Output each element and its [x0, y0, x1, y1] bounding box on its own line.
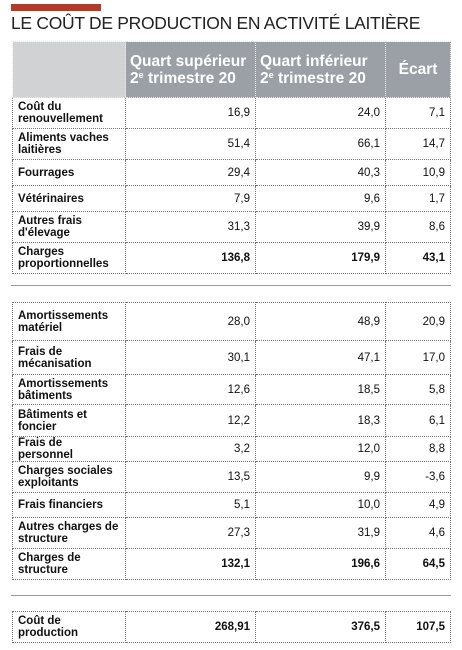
- cell-ecart: 1,7: [386, 186, 451, 212]
- header-quart-superieur: [126, 42, 256, 98]
- cell-quart-inferieur: 9,9: [256, 462, 386, 493]
- cell-quart-superieur: 268,91: [126, 612, 256, 643]
- header-col3-line2-num: 2: [260, 69, 269, 87]
- cell-ecart: 20,9: [386, 303, 451, 341]
- cell-ecart: 4,6: [386, 518, 451, 549]
- cell-ecart: 4,9: [386, 493, 451, 518]
- row-label: Charges sociales exploitants: [13, 462, 126, 493]
- header-col2-line1: Quart supérieur: [130, 52, 247, 70]
- section-divider: [11, 285, 451, 286]
- cell-quart-inferieur: 12,0: [256, 437, 386, 462]
- cell-quart-superieur: 51,4: [126, 129, 256, 160]
- cell-quart-superieur: 27,3: [126, 518, 256, 549]
- cell-ecart: 10,9: [386, 160, 451, 186]
- row-label: Amortissements bâtiments: [13, 375, 126, 405]
- cell-quart-inferieur: 179,9: [256, 243, 386, 274]
- row-label: Bâtiments et foncier: [13, 405, 126, 437]
- row-label: Fourrages: [13, 160, 126, 186]
- table-row: [13, 405, 451, 437]
- table-row: [13, 341, 451, 375]
- cell-quart-inferieur: 40,3: [256, 160, 386, 186]
- cell-ecart: -3,6: [386, 462, 451, 493]
- cell-quart-superieur: 12,6: [126, 375, 256, 405]
- header-col2-line2-rest: trimestre 20: [143, 69, 236, 87]
- section-divider: [11, 595, 451, 596]
- table-charges-structure: [12, 302, 451, 580]
- table-row: [13, 212, 451, 243]
- table-row: [13, 160, 451, 186]
- cell-ecart: 5,8: [386, 375, 451, 405]
- row-label: Charges de structure: [13, 549, 126, 580]
- cell-quart-superieur: 3,2: [126, 437, 256, 462]
- cell-quart-inferieur: 66,1: [256, 129, 386, 160]
- cell-quart-superieur: 16,9: [126, 98, 256, 129]
- table-row: [13, 375, 451, 405]
- cell-quart-inferieur: 39,9: [256, 212, 386, 243]
- table-charges-proportionnelles: [12, 41, 451, 274]
- table-row: [13, 462, 451, 493]
- cell-quart-superieur: 31,3: [126, 212, 256, 243]
- table-cout-production: [12, 611, 451, 643]
- table-row: [13, 437, 451, 462]
- cell-ecart: 43,1: [386, 243, 451, 274]
- cell-quart-superieur: 7,9: [126, 186, 256, 212]
- table-row: [13, 303, 451, 341]
- cell-quart-inferieur: 24,0: [256, 98, 386, 129]
- cell-quart-inferieur: 18,5: [256, 375, 386, 405]
- cell-ecart: 14,7: [386, 129, 451, 160]
- cell-quart-superieur: 5,1: [126, 493, 256, 518]
- row-label: Frais de mécanisation: [13, 341, 126, 375]
- row-label: Frais financiers: [13, 493, 126, 518]
- cell-quart-superieur: 132,1: [126, 549, 256, 580]
- table-row-total: [13, 549, 451, 580]
- cell-quart-inferieur: 48,9: [256, 303, 386, 341]
- row-label: Amortissements matériel: [13, 303, 126, 341]
- table-row: [13, 493, 451, 518]
- cell-quart-inferieur: 18,3: [256, 405, 386, 437]
- cell-quart-inferieur: 31,9: [256, 518, 386, 549]
- cell-ecart: 8,6: [386, 212, 451, 243]
- row-label: Frais de personnel: [13, 437, 126, 462]
- cell-quart-superieur: 28,0: [126, 303, 256, 341]
- table-header-row: [13, 42, 451, 98]
- row-label: Aliments vaches laitières: [13, 129, 126, 160]
- cell-quart-inferieur: 9,6: [256, 186, 386, 212]
- row-label: Coût du renouvellement: [13, 98, 126, 129]
- cell-ecart: 7,1: [386, 98, 451, 129]
- cell-quart-inferieur: 10,0: [256, 493, 386, 518]
- cell-ecart: 17,0: [386, 341, 451, 375]
- row-label: Coût de production: [13, 612, 126, 643]
- header-col2-line2-sup: e: [138, 69, 144, 80]
- cell-ecart: 64,5: [386, 549, 451, 580]
- cell-ecart: 6,1: [386, 405, 451, 437]
- header-ecart: Écart: [386, 42, 451, 98]
- cell-quart-inferieur: 196,6: [256, 549, 386, 580]
- header-col3-line1: Quart inférieur: [260, 52, 368, 70]
- cell-quart-inferieur: 376,5: [256, 612, 386, 643]
- title-accent-bar: [11, 4, 101, 11]
- table-row-total: [13, 243, 451, 274]
- table-row: [13, 186, 451, 212]
- header-quart-inferieur: [256, 42, 386, 98]
- page-title: LE COÛT DE PRODUCTION EN ACTIVITÉ LAITIÈRE: [11, 13, 421, 33]
- table-row: [13, 518, 451, 549]
- cell-ecart: 8,8: [386, 437, 451, 462]
- header-col3-line2-rest: trimestre 20: [273, 69, 366, 87]
- cell-quart-superieur: 29,4: [126, 160, 256, 186]
- row-label: Autres frais d'élevage: [13, 212, 126, 243]
- cell-ecart: 107,5: [386, 612, 451, 643]
- table-row: [13, 129, 451, 160]
- cell-quart-superieur: 12,2: [126, 405, 256, 437]
- row-label: Charges proportionnelles: [13, 243, 126, 274]
- header-blank-cell: [13, 42, 126, 98]
- cell-quart-superieur: 13,5: [126, 462, 256, 493]
- cell-quart-inferieur: 47,1: [256, 341, 386, 375]
- header-col2-line2-num: 2: [130, 69, 139, 87]
- cell-quart-superieur: 30,1: [126, 341, 256, 375]
- table-row: [13, 98, 451, 129]
- cell-quart-superieur: 136,8: [126, 243, 256, 274]
- table-row-total: [13, 612, 451, 643]
- row-label: Vétérinaires: [13, 186, 126, 212]
- row-label: Autres charges de structure: [13, 518, 126, 549]
- header-col3-line2-sup: e: [268, 69, 274, 80]
